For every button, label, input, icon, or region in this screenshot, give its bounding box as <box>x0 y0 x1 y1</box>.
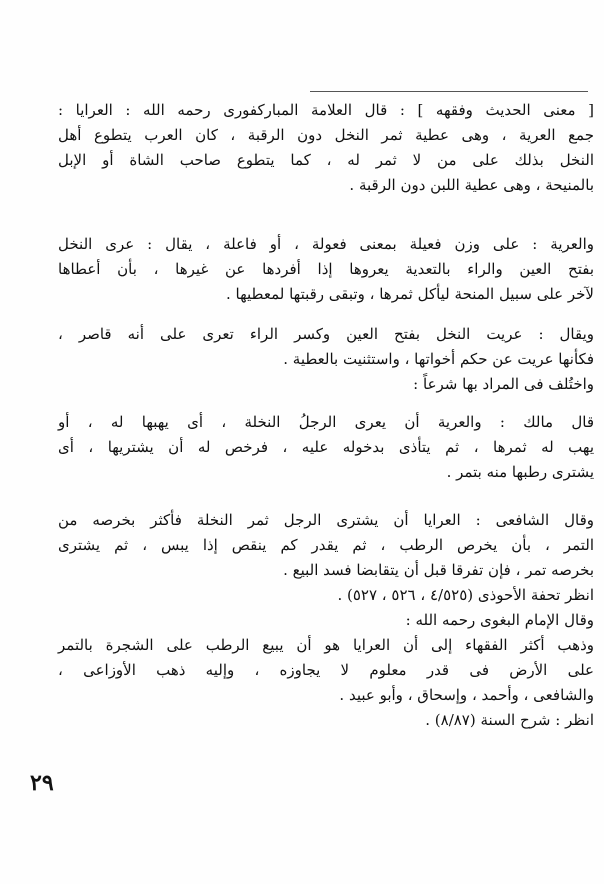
paragraph-ariyya-alt <box>58 322 594 397</box>
text-line: والشافعى ، وأحمد ، وإسحاق ، وأبو عبيد . <box>339 686 594 704</box>
text-line: على الأرض فى قدر معلوم لا يجاوزه ، وإليه ذهب الأوزاعى ، <box>58 661 594 679</box>
citation-line: انظر : شرح السنة (٨/٨٧) . <box>425 711 594 729</box>
text-line: واختُلف فى المراد بها شرعاً : <box>413 375 594 393</box>
text-line: وذهب أكثر الفقهاء إلى أن العرايا هو أن يبيع الرطب على الشجرة بالتمر <box>58 636 594 654</box>
text-line: وقال الشافعى : العرايا أن يشترى الرجل ثمر النخلة فأكثر بخرصه من <box>58 511 594 529</box>
text-line: بفتح العين والراء بالتعدية يعروها إذا أفردها عن غيرها ، بأن أعطاها <box>58 260 594 278</box>
text-line: النخل بذلك على من لا ثمر له ، كما يتطوع صاحب الشاة أو الإبل <box>58 151 594 169</box>
text-line: والعرية : على وزن فعيلة بمعنى فعولة ، أو فاعلة ، يقال : عرى النخل <box>58 235 594 253</box>
text-line: جمع العرية ، وهى عطية ثمر النخل دون الرقبة ، كان العرب يتطوع أهل <box>58 126 594 144</box>
text-line: لآخر على سبيل المنحة ليأكل ثمرها ، وتبقى رقبتها لمعطيها . <box>225 285 594 303</box>
text-line: بالمنيحة ، وهى عطية اللبن دون الرقبة . <box>349 176 594 194</box>
text-line: يهب له ثمرها ، ثم يتأذى بدخوله عليه ، فرخص له أن يشتريها ، أى <box>58 438 594 456</box>
text-line: ويقال : عريت النخل بفتح العين وكسر الراء تعرى على أنه قاصر ، <box>58 325 594 343</box>
text-line: قال مالك : والعرية أن يعرى الرجلُ النخلة ، أى يهبها له ، أو <box>58 413 594 431</box>
text-line: [ معنى الحديث وفقهه ] : قال العلامة المباركفورى رحمه الله : العرايا : <box>58 101 594 119</box>
paragraph-shafii-baghawi <box>58 508 594 733</box>
text-line: التمر ، بأن يخرص الرطب ، ثم يقدر كم ينقص إذا يبس ، ثم يشترى <box>58 536 594 554</box>
text-line: بخرصه تمر ، فإن تفرقا قبل أن يتقابضا فسد البيع . <box>283 561 594 579</box>
paragraph-hadith-meaning <box>58 98 594 198</box>
text-line: وقال الإمام البغوى رحمه الله : <box>405 611 594 629</box>
text-line: فكأنها عريت عن حكم أخواتها ، واستثنيت بالعطية . <box>283 350 594 368</box>
citation-line: انظر تحفة الأحوذى (٤/٥٢٥ ، ٥٢٦ ، ٥٢٧) . <box>337 586 594 604</box>
paragraph-malik <box>58 410 594 485</box>
page-number: ٢٩ <box>30 770 54 796</box>
header-rule <box>310 91 588 92</box>
paragraph-ariyya-definition <box>58 232 594 307</box>
text-line: يشترى رطبها منه بتمر . <box>446 463 594 481</box>
